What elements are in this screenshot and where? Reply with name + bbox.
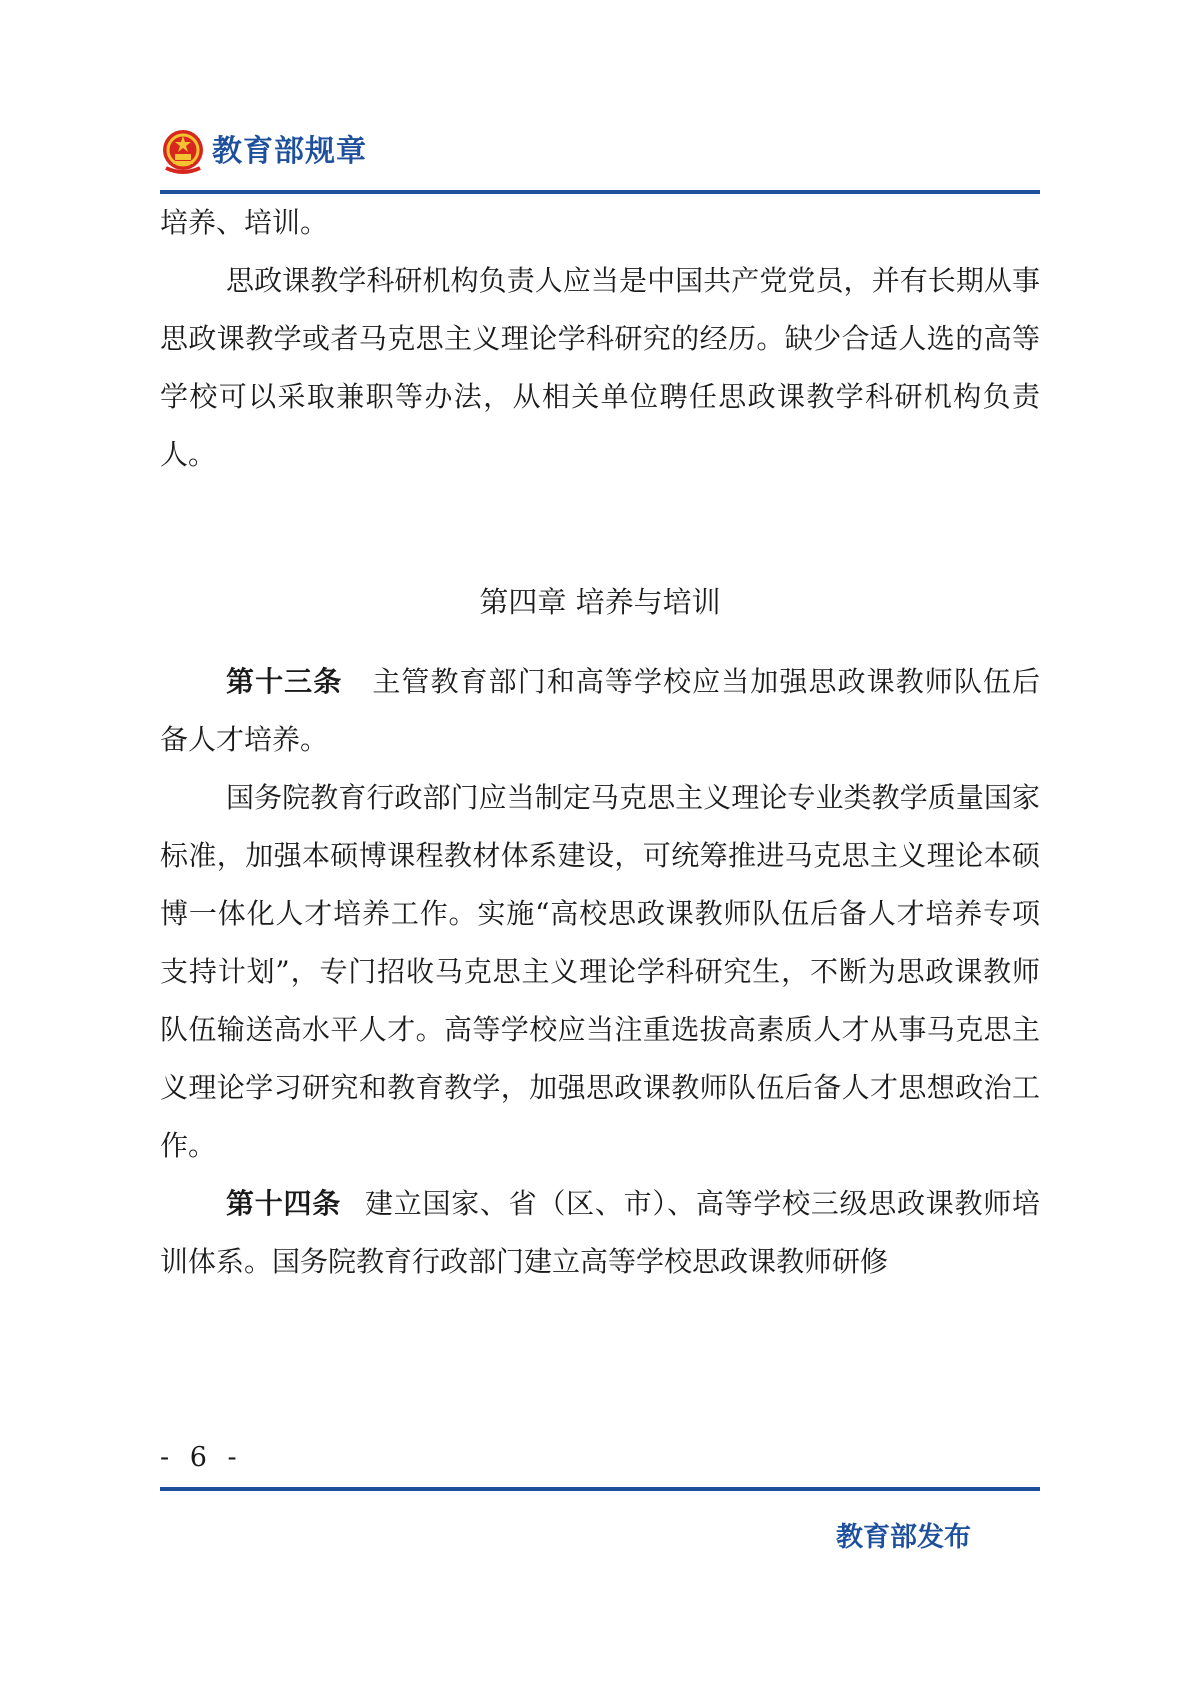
article-14 xyxy=(160,1175,1040,1291)
article-text: 主管教育部门和高等学校应当加强思政课教师队伍后备人才培养。 xyxy=(160,665,1040,756)
page-number: - 6 - xyxy=(160,1442,243,1473)
page-header xyxy=(160,128,1040,180)
footer-divider xyxy=(160,1487,1040,1491)
body-block-main xyxy=(160,653,1040,1291)
header-title: 教育部规章 xyxy=(212,134,367,169)
chapter-heading: 第四章 培养与培训 xyxy=(479,585,721,619)
article-text: 建立国家、省（区、市）、高等学校三级思政课教师培训体系。国务院教育行政部门建立高等学校思政课教师研修 xyxy=(160,1187,1040,1278)
footer-publisher: 教育部发布 xyxy=(836,1522,971,1553)
national-emblem-icon xyxy=(160,128,206,176)
article-number: 第十四条 xyxy=(226,1187,341,1220)
paragraph: 国务院教育行政部门应当制定马克思主义理论专业类教学质量国家标准，加强本硕博课程教材体系建设，可统筹推进马克思主义理论本硕博一体化人才培养工作。实施“高校思政课教师队伍后备人才培养专项支持计划”，专门招收马克思主义理论学科研究生，不断为思政课教师队伍输送高水平人才。高等学校应当注重选拔高素质人才从事马克思主义理论学习研究和教育教学，加强思政课教师队伍后备人才思想政治工作。 xyxy=(160,781,1040,1162)
paragraph-continuation: 培养、培训。 xyxy=(160,206,329,239)
article-13 xyxy=(160,653,1040,769)
paragraph: 思政课教学科研机构负责人应当是中国共产党党员，并有长期从事思政课教学或者马克思主义理论学科研究的经历。缺少合适人选的高等学校可以采取兼职等办法，从相关单位聘任思政课教学科研机构负责人。 xyxy=(160,264,1040,471)
body-block-top xyxy=(160,194,1040,484)
article-number: 第十三条 xyxy=(226,665,343,698)
